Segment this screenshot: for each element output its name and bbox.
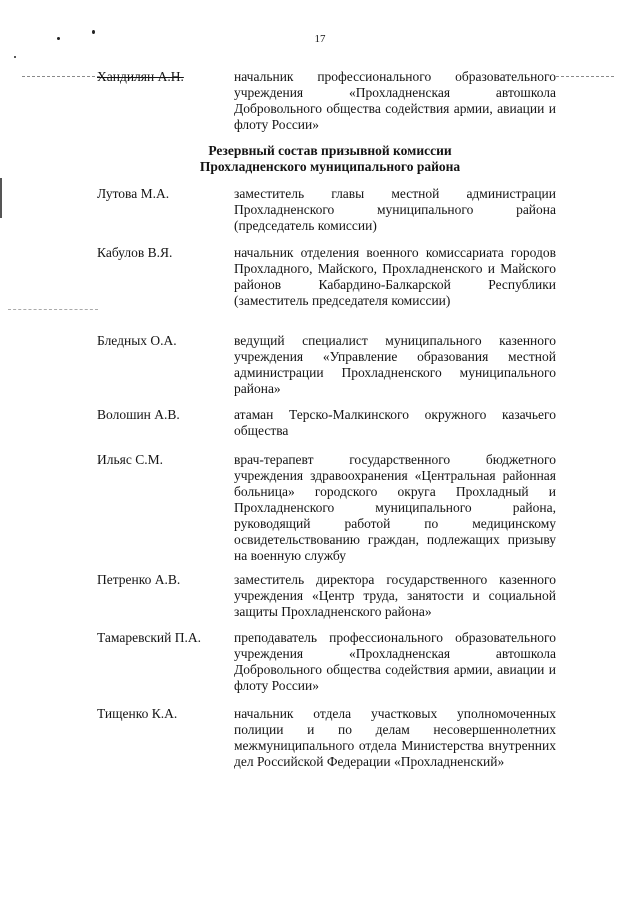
member-name: Петренко А.В.	[97, 572, 181, 587]
member-role: заместитель главы местной администрации Прохладненского муниципального района (председатель комиссии)	[234, 186, 556, 233]
scan-dash-line	[22, 76, 100, 77]
scan-dash-line	[556, 76, 614, 77]
member-name: Тищенко К.А.	[97, 706, 178, 721]
member-name: Лутова М.А.	[97, 186, 170, 201]
scan-dash-line	[8, 309, 98, 310]
member-role: ведущий специалист муниципального казенного учреждения «Управление образования местной администрации Прохладненского муниципального района»	[234, 333, 556, 396]
member-role: начальник отделения военного комиссариата городов Прохладного, Майского, Прохладненского и Майского районов Кабардино-Балкарской Республики (заместитель председателя комиссии)	[234, 245, 556, 308]
member-role: начальник отдела участковых уполномоченных полиции и по делам несовершеннолетних межмуниципального отдела Министерства внутренних дел Российской Федерации «Прохладненский»	[234, 706, 556, 769]
member-name: Тамаревский П.А.	[97, 630, 202, 645]
member-role: преподаватель профессионального образовательного учреждения «Прохладненская автошкола Добровольного общества содействия армии, авиации и флоту России»	[234, 630, 556, 693]
member-role: врач-терапевт государственного бюджетного учреждения здравоохранения «Центральная районная больница» городского округа Прохладный и Прохладненского муниципального района, руководящий работой по медицинскому освидетельствованию граждан, подлежащих призыву на военную службу	[234, 452, 556, 563]
member-name: Волошин А.В.	[97, 407, 180, 422]
member-role: начальник профессионального образовательного учреждения «Прохладненская автошкола Добровольного общества содействия армии, авиации и флоту России»	[234, 69, 556, 132]
scan-speck	[14, 56, 16, 58]
section-title	[0, 143, 640, 175]
scan-edge-mark	[0, 178, 2, 218]
member-role: атаман Терско-Малкинского окружного казачьего общества	[234, 407, 556, 438]
page-number: 17	[314, 33, 326, 45]
section-title-line-2: Прохладненского муниципального района	[199, 159, 461, 174]
member-name: Бледных О.А.	[97, 333, 177, 348]
member-role: заместитель директора государственного казенного учреждения «Центр труда, занятости и социальной защиты Прохладненского района»	[234, 572, 556, 619]
section-title-line-1: Резервный состав призывной комиссии	[208, 143, 452, 158]
member-name: Хандилян А.Н.	[97, 69, 184, 84]
member-name: Кабулов В.Я.	[97, 245, 173, 260]
member-name: Ильяс С.М.	[97, 452, 163, 467]
